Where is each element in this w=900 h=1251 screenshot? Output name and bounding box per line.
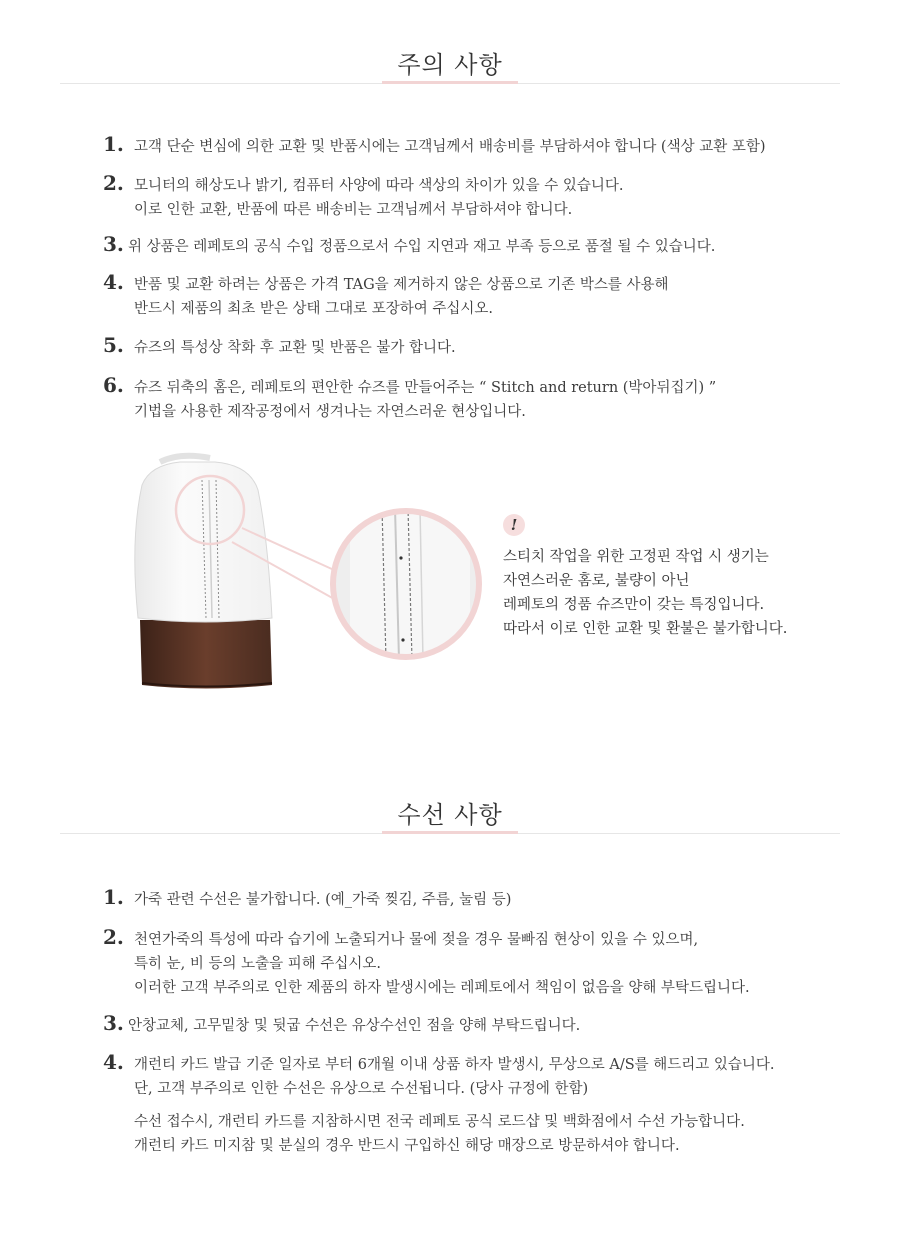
item-number: 4.: [103, 270, 124, 294]
item-text: 반드시 제품의 최초 받은 상태 그대로 포장하여 주십시오.: [134, 301, 494, 317]
item-text: 슈즈 뒤축의 홈은, 레페토의 편안한 슈즈를 만들어주는 “ Stitch and return (박아뒤집기) ”: [134, 380, 717, 396]
repair-title-underline: [382, 831, 518, 834]
item-text: 단, 고객 부주의로 인한 수선은 유상으로 수선됩니다. (당사 규정에 한함): [134, 1081, 589, 1097]
item-number: 1.: [103, 885, 124, 909]
repair-title: 수선 사항: [397, 801, 503, 829]
note-line: 따라서 이로 인한 교환 및 환불은 불가합니다.: [503, 621, 788, 637]
item-text: 천연가죽의 특성에 따라 습기에 노출되거나 물에 젖을 경우 물빠짐 현상이 있을 수 있으며,: [134, 932, 699, 948]
extra-line: 수선 접수시, 개런티 카드를 지참하시면 전국 레페토 공식 로드샵 및 백화점에서 수선 가능합니다.: [134, 1114, 745, 1130]
item-text: 반품 및 교환 하려는 상품은 가격 TAG을 제거하지 않은 상품으로 기존 박스를 사용해: [134, 277, 669, 293]
shoe-heel-stitch-illustration: [120, 450, 490, 700]
item-number: 5.: [103, 333, 124, 357]
caution-title-underline: [382, 81, 518, 84]
item-text: 이러한 고객 부주의로 인한 제품의 하자 발생시에는 레페토에서 책임이 없음을 양해 부탁드립니다.: [134, 980, 750, 996]
stitch-note: [503, 545, 787, 641]
note-line: 스티치 작업을 위한 고정핀 작업 시 생기는: [503, 549, 769, 565]
item-text: 안창교체, 고무밑창 및 뒷굽 수선은 유상수선인 점을 양해 부탁드립니다.: [128, 1018, 581, 1034]
item-text: 모니터의 해상도나 밝기, 컴퓨터 사양에 따라 색상의 차이가 있을 수 있습니다.: [134, 178, 624, 194]
note-line: 자연스러운 홈로, 불량이 아닌: [503, 573, 690, 589]
item-text: 기법을 사용한 제작공정에서 생겨나는 자연스러운 현상입니다.: [134, 404, 526, 420]
item-number: 1.: [103, 132, 124, 156]
item-text: 슈즈의 특성상 착화 후 교환 및 반품은 불가 합니다.: [134, 340, 456, 356]
repair-extra-note: [134, 1110, 745, 1158]
item-number: 3.: [103, 232, 124, 256]
item-text: 특히 눈, 비 등의 노출을 피해 주십시오.: [134, 956, 381, 972]
item-number: 6.: [103, 373, 124, 397]
exclamation-icon: !: [503, 514, 525, 536]
item-number: 2.: [103, 171, 124, 195]
item-number: 2.: [103, 925, 124, 949]
item-text: 개런티 카드 발급 기준 일자로 부터 6개월 이내 상품 하자 발생시, 무상으로 A/S를 해드리고 있습니다.: [134, 1057, 775, 1073]
item-number: 4.: [103, 1050, 124, 1074]
item-text: 위 상품은 레페토의 공식 수입 정품으로서 수입 지연과 재고 부족 등으로 품절 될 수 있습니다.: [128, 239, 716, 255]
item-text: 고객 단순 변심에 의한 교환 및 반품시에는 고객님께서 배송비를 부담하셔야 합니다 (색상 교환 포함): [134, 139, 766, 155]
heel-shape: [140, 620, 272, 689]
item-number: 3.: [103, 1011, 124, 1035]
shoe-upper: [135, 462, 272, 622]
note-line: 레페토의 정품 슈즈만이 갖는 특징입니다.: [503, 597, 765, 613]
extra-line: 개런티 카드 미지참 및 분실의 경우 반드시 구입하신 해당 매장으로 방문하셔야 합니다.: [134, 1138, 680, 1154]
caution-title: 주의 사항: [397, 51, 503, 79]
item-text: 가죽 관련 수선은 불가합니다. (예_가죽 찢김, 주름, 눌림 등): [134, 892, 512, 908]
item-text: 이로 인한 교환, 반품에 따른 배송비는 고객님께서 부담하셔야 합니다.: [134, 202, 573, 218]
